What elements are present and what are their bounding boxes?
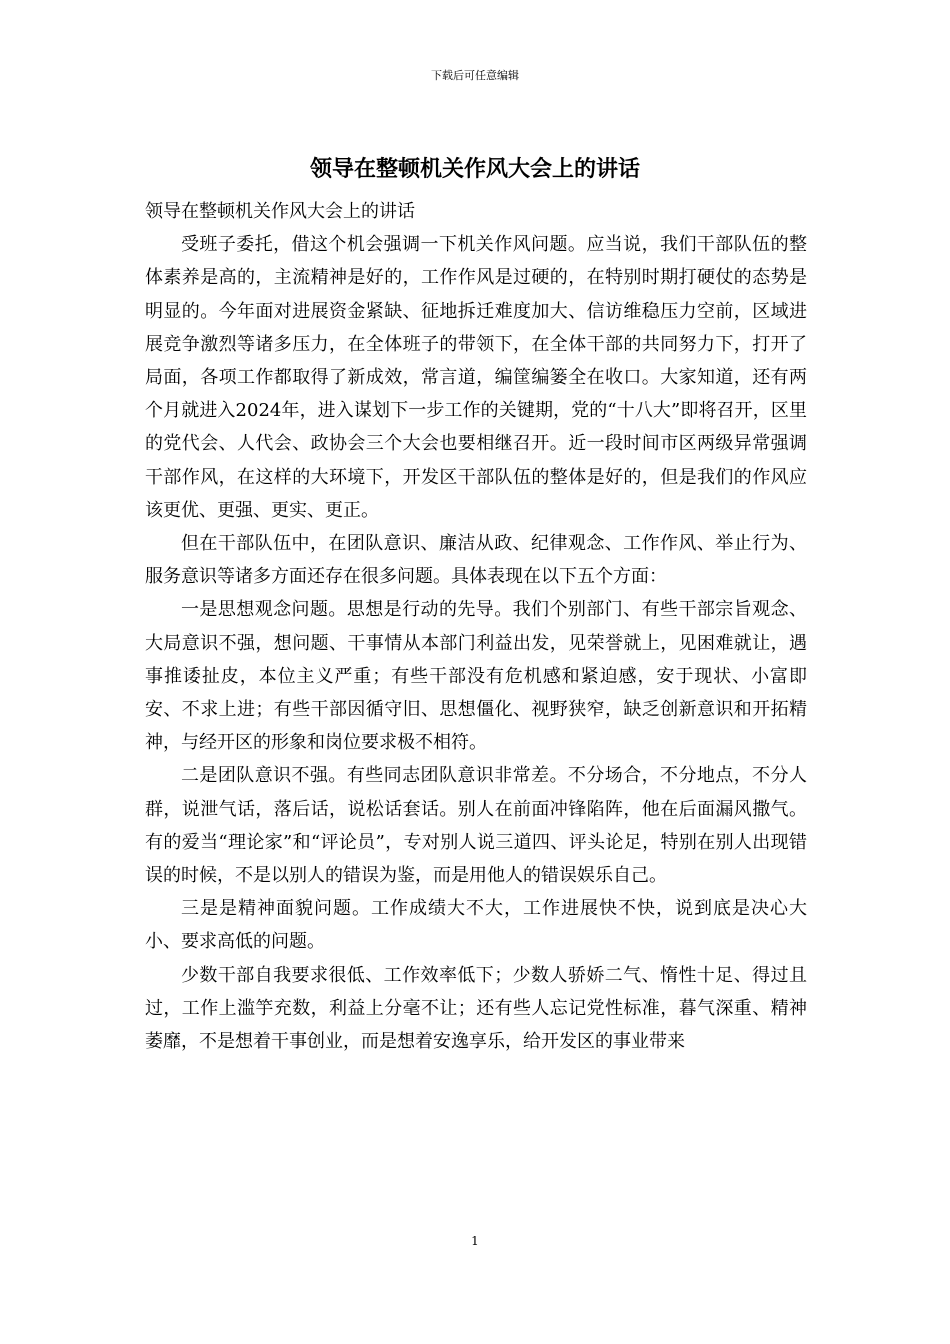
document-title: 领导在整顿机关作风大会上的讲话	[309, 156, 640, 182]
page-number: 1	[471, 1234, 479, 1248]
body-paragraph: 少数干部自我要求很低、工作效率低下；少数人骄娇二气、惰性十足、得过且过，工作上滥竽充数，利益上分毫不让；还有些人忘记党性标准，暮气深重、精神萎靡，不是想着干事创业，而是想着安逸享乐，给开发区的事业带来	[145, 964, 807, 1053]
document-subtitle: 领导在整顿机关作风大会上的讲话	[145, 201, 415, 222]
body-paragraph: 受班子委托，借这个机会强调一下机关作风问题。应当说，我们干部队伍的整体素养是高的，主流精神是好的，工作作风是过硬的，在特别时期打硬仗的态势是明显的。今年面对进展资金紧缺、征地拆迁难度加大、信访维稳压力空前，区域进展竞争激烈等诸多压力，在全体班子的带领下，在全体干部的共同努力下，打开了局面，各项工作都取得了新成效，常言道，编筐编篓全在收口。大家知道，还有两个月就进入2024年，进入谋划下一步工作的关键期，党的“十八大”即将召开，区里的党代会、人代会、政协会三个大会也要相继召开。近一段时间市区两级异常强调干部作风，在这样的大环境下，开发区干部队伍的整体是好的，但是我们的作风应该更优、更强、更实、更正。	[145, 234, 807, 521]
body-paragraph: 但在干部队伍中，在团队意识、廉洁从政、纪律观念、工作作风、举止行为、服务意识等诸多方面还存在很多问题。具体表现在以下五个方面：	[145, 533, 807, 588]
page-header-note: 下载后可任意编辑	[431, 69, 519, 82]
body-paragraph: 一是思想观念问题。思想是行动的先导。我们个别部门、有些干部宗旨观念、大局意识不强，想问题、干事情从本部门利益出发，见荣誉就上，见困难就让，遇事推诿扯皮，本位主义严重；有些干部没有危机感和紧迫感，安于现状、小富即安、不求上进；有些干部因循守旧、思想僵化、视野狭窄，缺乏创新意识和开拓精神，与经开区的形象和岗位要求极不相符。	[145, 599, 807, 754]
body-paragraph: 二是团队意识不强。有些同志团队意识非常差。不分场合，不分地点，不分人群，说泄气话，落后话，说松话套话。别人在前面冲锋陷阵，他在后面漏风撒气。有的爱当“理论家”和“评论员”，专对别人说三道四、评头论足，特别在别人出现错误的时候，不是以别人的错误为鉴，而是用他人的错误娱乐自己。	[145, 765, 807, 887]
document-body	[145, 195, 807, 1058]
body-paragraph: 三是是精神面貌问题。工作成绩大不大，工作进展快不快，说到底是决心大小、要求高低的问题。	[145, 898, 807, 953]
